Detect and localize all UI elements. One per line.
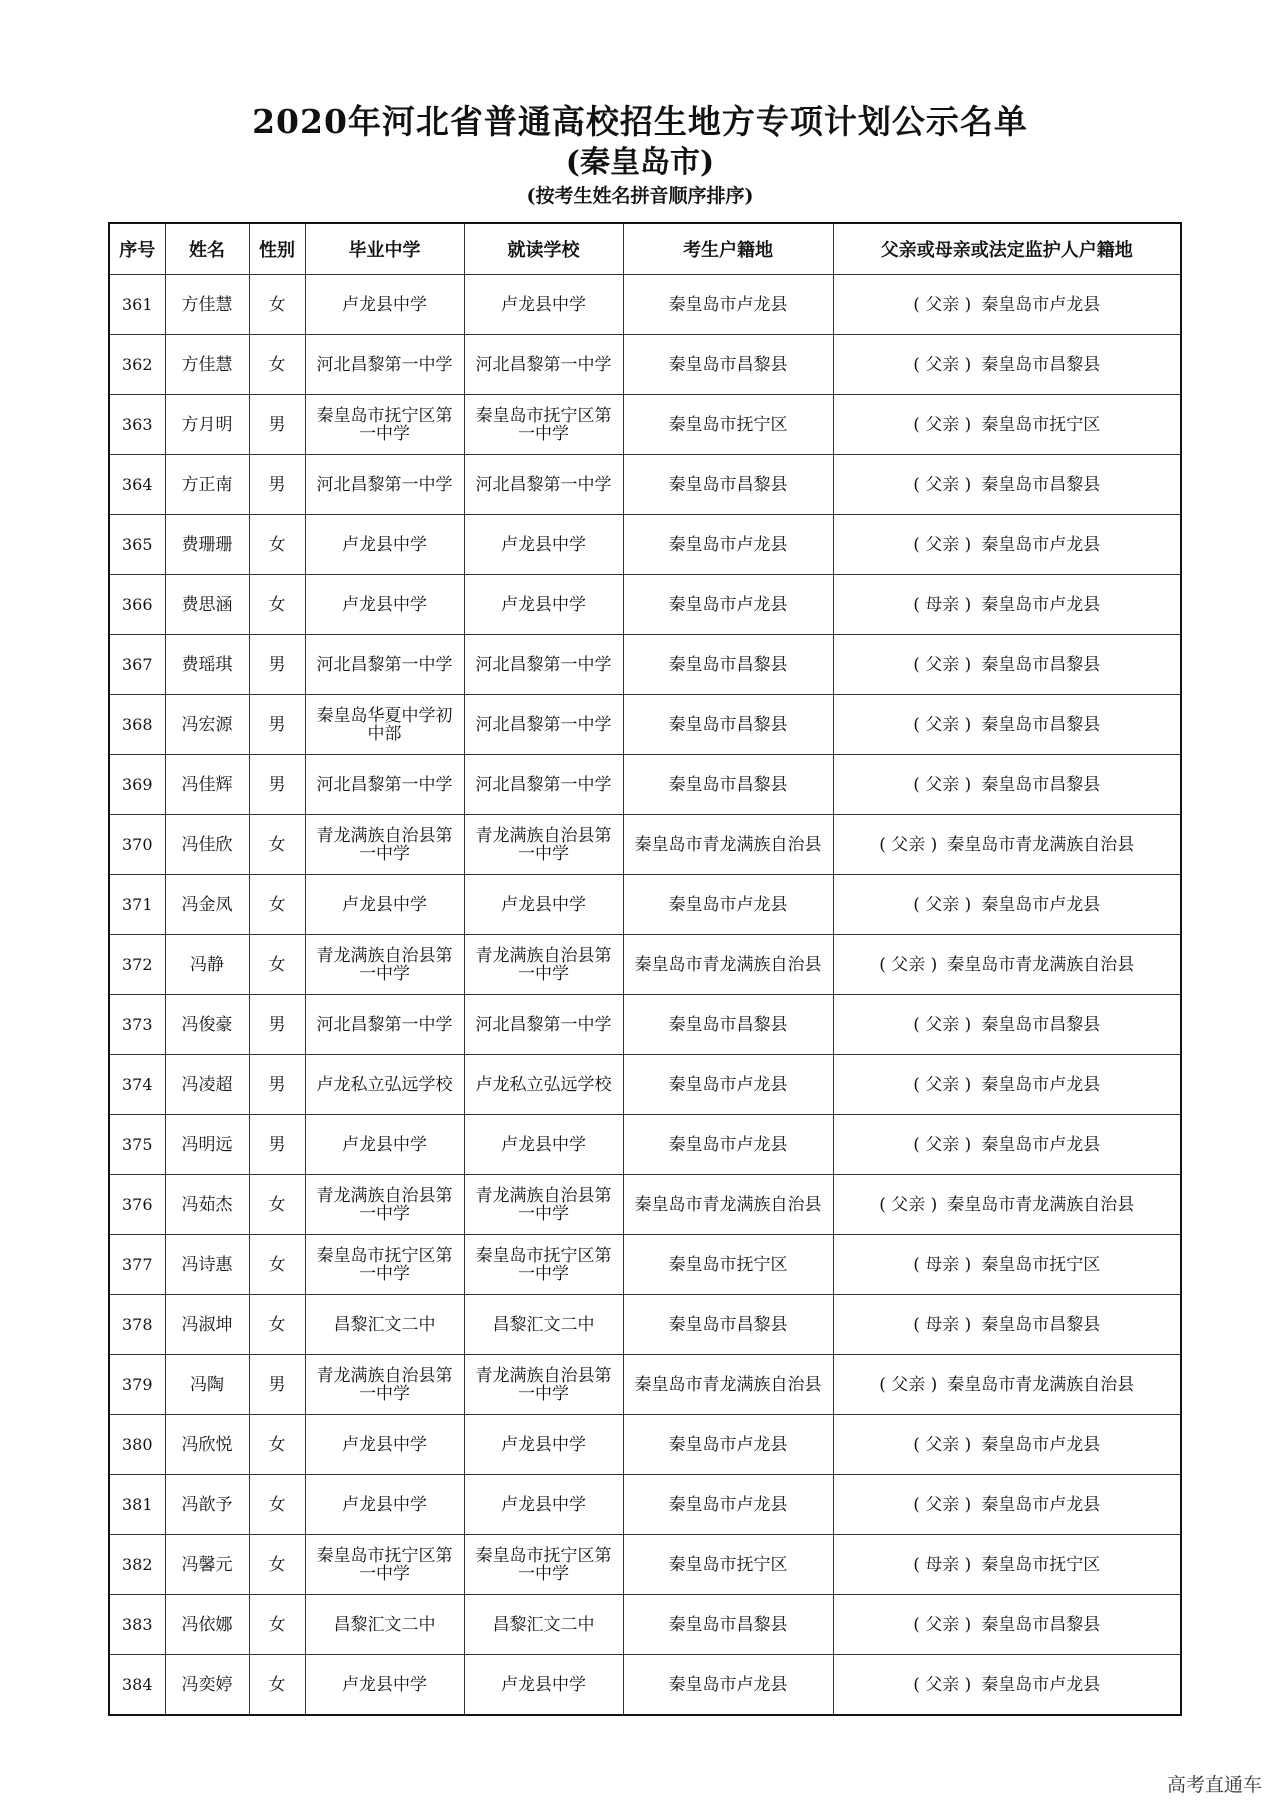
cell-no: 372 xyxy=(109,935,165,995)
cell-no: 365 xyxy=(109,515,165,575)
cell-household: 秦皇岛市卢龙县 xyxy=(623,1115,833,1175)
cell-name: 冯馨元 xyxy=(165,1535,249,1595)
guardian-place: 秦皇岛市青龙满族自治县 xyxy=(947,1374,1135,1395)
cell-household: 秦皇岛市昌黎县 xyxy=(623,995,833,1055)
cell-household: 秦皇岛市卢龙县 xyxy=(623,515,833,575)
cell-study-school: 青龙满族自治县第一中学 xyxy=(464,1175,623,1235)
cell-no: 368 xyxy=(109,695,165,755)
guardian-relation: ( 父亲 ) xyxy=(913,534,972,555)
cell-no: 381 xyxy=(109,1475,165,1535)
cell-name: 冯陶 xyxy=(165,1355,249,1415)
cell-gender: 女 xyxy=(249,515,305,575)
table-row xyxy=(109,455,1181,515)
cell-household: 秦皇岛市卢龙县 xyxy=(623,575,833,635)
guardian-place: 秦皇岛市青龙满族自治县 xyxy=(947,1194,1135,1215)
cell-grad-school: 卢龙县中学 xyxy=(305,275,464,335)
cell-study-school: 河北昌黎第一中学 xyxy=(464,755,623,815)
guardian-relation: ( 父亲 ) xyxy=(913,1674,972,1695)
guardian-relation: ( 父亲 ) xyxy=(913,1614,972,1635)
guardian-relation: ( 父亲 ) xyxy=(879,1374,938,1395)
guardian-place: 秦皇岛市昌黎县 xyxy=(981,714,1101,735)
cell-study-school: 青龙满族自治县第一中学 xyxy=(464,815,623,875)
cell-study-school: 秦皇岛市抚宁区第一中学 xyxy=(464,1535,623,1595)
cell-grad-school: 卢龙县中学 xyxy=(305,1415,464,1475)
table-row xyxy=(109,395,1181,455)
cell-study-school: 卢龙县中学 xyxy=(464,875,623,935)
cell-gender: 女 xyxy=(249,1235,305,1295)
cell-no: 376 xyxy=(109,1175,165,1235)
page-title: 2020年河北省普通高校招生地方专项计划公示名单 xyxy=(252,102,1028,141)
cell-guardian-household xyxy=(833,1295,1181,1355)
guardian-relation: ( 母亲 ) xyxy=(913,594,972,615)
cell-no: 366 xyxy=(109,575,165,635)
cell-study-school: 河北昌黎第一中学 xyxy=(464,455,623,515)
table-row xyxy=(109,995,1181,1055)
header-grad-school: 毕业中学 xyxy=(305,223,464,275)
guardian-place: 秦皇岛市昌黎县 xyxy=(981,1614,1101,1635)
cell-name: 冯金凤 xyxy=(165,875,249,935)
cell-study-school: 河北昌黎第一中学 xyxy=(464,635,623,695)
guardian-place: 秦皇岛市卢龙县 xyxy=(981,294,1101,315)
cell-name: 方佳慧 xyxy=(165,275,249,335)
cell-household: 秦皇岛市昌黎县 xyxy=(623,455,833,515)
cell-no: 383 xyxy=(109,1595,165,1655)
cell-guardian-household xyxy=(833,455,1181,515)
cell-guardian-household xyxy=(833,1655,1181,1716)
table-body xyxy=(109,275,1181,1716)
cell-household: 秦皇岛市卢龙县 xyxy=(623,1475,833,1535)
table-row xyxy=(109,515,1181,575)
cell-grad-school: 青龙满族自治县第一中学 xyxy=(305,935,464,995)
cell-guardian-household xyxy=(833,1175,1181,1235)
cell-gender: 女 xyxy=(249,815,305,875)
cell-household: 秦皇岛市卢龙县 xyxy=(623,1055,833,1115)
cell-guardian-household xyxy=(833,1055,1181,1115)
cell-name: 冯淑坤 xyxy=(165,1295,249,1355)
guardian-relation: ( 父亲 ) xyxy=(879,954,938,975)
cell-grad-school: 卢龙县中学 xyxy=(305,515,464,575)
cell-gender: 女 xyxy=(249,1595,305,1655)
cell-gender: 女 xyxy=(249,1295,305,1355)
header-guardian-household: 父亲或母亲或法定监护人户籍地 xyxy=(833,223,1181,275)
guardian-place: 秦皇岛市昌黎县 xyxy=(981,774,1101,795)
cell-study-school: 昌黎汇文二中 xyxy=(464,1295,623,1355)
cell-household: 秦皇岛市昌黎县 xyxy=(623,1295,833,1355)
cell-name: 冯歆予 xyxy=(165,1475,249,1535)
header-study-school: 就读学校 xyxy=(464,223,623,275)
table-row xyxy=(109,695,1181,755)
cell-gender: 男 xyxy=(249,395,305,455)
cell-gender: 女 xyxy=(249,1475,305,1535)
cell-name: 冯依娜 xyxy=(165,1595,249,1655)
guardian-place: 秦皇岛市卢龙县 xyxy=(981,594,1101,615)
cell-household: 秦皇岛市昌黎县 xyxy=(623,1595,833,1655)
cell-study-school: 青龙满族自治县第一中学 xyxy=(464,935,623,995)
cell-guardian-household xyxy=(833,635,1181,695)
guardian-relation: ( 母亲 ) xyxy=(913,1314,972,1335)
cell-study-school: 秦皇岛市抚宁区第一中学 xyxy=(464,395,623,455)
cell-grad-school: 卢龙县中学 xyxy=(305,1115,464,1175)
cell-grad-school: 青龙满族自治县第一中学 xyxy=(305,1175,464,1235)
cell-household: 秦皇岛市昌黎县 xyxy=(623,335,833,395)
header-household: 考生户籍地 xyxy=(623,223,833,275)
table-row xyxy=(109,1595,1181,1655)
cell-no: 367 xyxy=(109,635,165,695)
cell-study-school: 秦皇岛市抚宁区第一中学 xyxy=(464,1235,623,1295)
cell-name: 方佳慧 xyxy=(165,335,249,395)
guardian-place: 秦皇岛市卢龙县 xyxy=(981,894,1101,915)
cell-study-school: 卢龙县中学 xyxy=(464,515,623,575)
sort-note: (按考生姓名拼音顺序排序) xyxy=(526,185,754,207)
cell-household: 秦皇岛市昌黎县 xyxy=(623,635,833,695)
cell-household: 秦皇岛市卢龙县 xyxy=(623,1415,833,1475)
table-row xyxy=(109,755,1181,815)
cell-guardian-household xyxy=(833,1115,1181,1175)
cell-guardian-household xyxy=(833,515,1181,575)
guardian-relation: ( 父亲 ) xyxy=(913,414,972,435)
guardian-relation: ( 父亲 ) xyxy=(913,1434,972,1455)
cell-gender: 女 xyxy=(249,1415,305,1475)
guardian-place: 秦皇岛市青龙满族自治县 xyxy=(947,834,1135,855)
guardian-place: 秦皇岛市昌黎县 xyxy=(981,1314,1101,1335)
cell-no: 361 xyxy=(109,275,165,335)
cell-gender: 女 xyxy=(249,875,305,935)
cell-guardian-household xyxy=(833,335,1181,395)
guardian-relation: ( 父亲 ) xyxy=(913,1494,972,1515)
guardian-relation: ( 父亲 ) xyxy=(879,1194,938,1215)
cell-gender: 女 xyxy=(249,1535,305,1595)
table-row xyxy=(109,875,1181,935)
cell-grad-school: 卢龙县中学 xyxy=(305,1655,464,1716)
cell-study-school: 河北昌黎第一中学 xyxy=(464,335,623,395)
cell-gender: 男 xyxy=(249,695,305,755)
guardian-relation: ( 父亲 ) xyxy=(913,894,972,915)
cell-household: 秦皇岛市抚宁区 xyxy=(623,395,833,455)
table-row xyxy=(109,935,1181,995)
cell-guardian-household xyxy=(833,1595,1181,1655)
cell-name: 冯佳辉 xyxy=(165,755,249,815)
cell-guardian-household xyxy=(833,875,1181,935)
cell-name: 冯奕婷 xyxy=(165,1655,249,1716)
cell-household: 秦皇岛市青龙满族自治县 xyxy=(623,935,833,995)
cell-guardian-household xyxy=(833,755,1181,815)
cell-study-school: 卢龙县中学 xyxy=(464,1475,623,1535)
cell-no: 382 xyxy=(109,1535,165,1595)
cell-name: 方正南 xyxy=(165,455,249,515)
cell-no: 379 xyxy=(109,1355,165,1415)
cell-name: 冯宏源 xyxy=(165,695,249,755)
cell-household: 秦皇岛市青龙满族自治县 xyxy=(623,815,833,875)
header-name: 姓名 xyxy=(165,223,249,275)
guardian-place: 秦皇岛市卢龙县 xyxy=(981,1074,1101,1095)
cell-gender: 男 xyxy=(249,995,305,1055)
guardian-place: 秦皇岛市抚宁区 xyxy=(981,1254,1101,1275)
header-no: 序号 xyxy=(109,223,165,275)
cell-gender: 女 xyxy=(249,1655,305,1716)
cell-household: 秦皇岛市青龙满族自治县 xyxy=(623,1175,833,1235)
table-row xyxy=(109,815,1181,875)
cell-no: 364 xyxy=(109,455,165,515)
cell-guardian-household xyxy=(833,1475,1181,1535)
cell-household: 秦皇岛市青龙满族自治县 xyxy=(623,1355,833,1415)
table-row xyxy=(109,575,1181,635)
cell-no: 375 xyxy=(109,1115,165,1175)
table-row xyxy=(109,1055,1181,1115)
cell-no: 384 xyxy=(109,1655,165,1716)
cell-name: 方月明 xyxy=(165,395,249,455)
guardian-place: 秦皇岛市昌黎县 xyxy=(981,654,1101,675)
cell-no: 378 xyxy=(109,1295,165,1355)
guardian-place: 秦皇岛市昌黎县 xyxy=(981,354,1101,375)
cell-gender: 女 xyxy=(249,935,305,995)
cell-study-school: 卢龙县中学 xyxy=(464,1415,623,1475)
cell-guardian-household xyxy=(833,815,1181,875)
guardian-place: 秦皇岛市卢龙县 xyxy=(981,534,1101,555)
guardian-place: 秦皇岛市昌黎县 xyxy=(981,474,1101,495)
guardian-relation: ( 父亲 ) xyxy=(913,1014,972,1035)
cell-household: 秦皇岛市卢龙县 xyxy=(623,275,833,335)
cell-household: 秦皇岛市抚宁区 xyxy=(623,1535,833,1595)
cell-gender: 女 xyxy=(249,335,305,395)
cell-grad-school: 秦皇岛华夏中学初中部 xyxy=(305,695,464,755)
cell-study-school: 河北昌黎第一中学 xyxy=(464,995,623,1055)
cell-guardian-household xyxy=(833,695,1181,755)
cell-grad-school: 秦皇岛市抚宁区第一中学 xyxy=(305,1235,464,1295)
cell-study-school: 卢龙县中学 xyxy=(464,1115,623,1175)
cell-household: 秦皇岛市卢龙县 xyxy=(623,1655,833,1716)
guardian-place: 秦皇岛市卢龙县 xyxy=(981,1134,1101,1155)
cell-name: 费珊珊 xyxy=(165,515,249,575)
cell-name: 冯凌超 xyxy=(165,1055,249,1115)
table-row xyxy=(109,275,1181,335)
guardian-place: 秦皇岛市昌黎县 xyxy=(981,1014,1101,1035)
cell-name: 冯诗惠 xyxy=(165,1235,249,1295)
cell-study-school: 卢龙县中学 xyxy=(464,1655,623,1716)
cell-gender: 男 xyxy=(249,455,305,515)
table-row xyxy=(109,1655,1181,1716)
cell-no: 362 xyxy=(109,335,165,395)
watermark-text: 高考直通车 xyxy=(1166,1774,1262,1796)
cell-gender: 男 xyxy=(249,1115,305,1175)
cell-grad-school: 卢龙私立弘远学校 xyxy=(305,1055,464,1115)
cell-study-school: 卢龙县中学 xyxy=(464,275,623,335)
guardian-relation: ( 父亲 ) xyxy=(913,714,972,735)
cell-grad-school: 昌黎汇文二中 xyxy=(305,1295,464,1355)
cell-name: 冯明远 xyxy=(165,1115,249,1175)
guardian-relation: ( 父亲 ) xyxy=(913,774,972,795)
cell-grad-school: 青龙满族自治县第一中学 xyxy=(305,1355,464,1415)
cell-grad-school: 河北昌黎第一中学 xyxy=(305,995,464,1055)
table-row xyxy=(109,1355,1181,1415)
cell-guardian-household xyxy=(833,935,1181,995)
guardian-place: 秦皇岛市抚宁区 xyxy=(981,1554,1101,1575)
cell-no: 369 xyxy=(109,755,165,815)
table-row xyxy=(109,635,1181,695)
cell-grad-school: 河北昌黎第一中学 xyxy=(305,455,464,515)
table-row xyxy=(109,1175,1181,1235)
cell-name: 费思涵 xyxy=(165,575,249,635)
guardian-relation: ( 父亲 ) xyxy=(913,1134,972,1155)
guardian-place: 秦皇岛市卢龙县 xyxy=(981,1674,1101,1695)
cell-guardian-household xyxy=(833,575,1181,635)
cell-guardian-household xyxy=(833,1355,1181,1415)
cell-name: 冯佳欣 xyxy=(165,815,249,875)
cell-grad-school: 河北昌黎第一中学 xyxy=(305,635,464,695)
guardian-place: 秦皇岛市抚宁区 xyxy=(981,414,1101,435)
guardian-relation: ( 母亲 ) xyxy=(913,1254,972,1275)
table-row xyxy=(109,1295,1181,1355)
cell-grad-school: 河北昌黎第一中学 xyxy=(305,755,464,815)
cell-name: 冯茹杰 xyxy=(165,1175,249,1235)
cell-grad-school: 河北昌黎第一中学 xyxy=(305,335,464,395)
cell-name: 冯静 xyxy=(165,935,249,995)
guardian-relation: ( 父亲 ) xyxy=(913,294,972,315)
cell-gender: 女 xyxy=(249,1175,305,1235)
candidate-table xyxy=(108,222,1182,1716)
header-gender: 性别 xyxy=(249,223,305,275)
guardian-relation: ( 父亲 ) xyxy=(913,354,972,375)
cell-gender: 男 xyxy=(249,635,305,695)
table-row xyxy=(109,1535,1181,1595)
cell-no: 380 xyxy=(109,1415,165,1475)
guardian-relation: ( 父亲 ) xyxy=(913,474,972,495)
table-row xyxy=(109,1475,1181,1535)
cell-household: 秦皇岛市卢龙县 xyxy=(623,875,833,935)
cell-household: 秦皇岛市昌黎县 xyxy=(623,695,833,755)
cell-study-school: 昌黎汇文二中 xyxy=(464,1595,623,1655)
cell-grad-school: 卢龙县中学 xyxy=(305,875,464,935)
cell-no: 373 xyxy=(109,995,165,1055)
cell-gender: 男 xyxy=(249,1055,305,1115)
cell-no: 371 xyxy=(109,875,165,935)
cell-study-school: 河北昌黎第一中学 xyxy=(464,695,623,755)
cell-no: 370 xyxy=(109,815,165,875)
cell-no: 377 xyxy=(109,1235,165,1295)
guardian-relation: ( 父亲 ) xyxy=(913,1074,972,1095)
cell-gender: 男 xyxy=(249,755,305,815)
cell-grad-school: 青龙满族自治县第一中学 xyxy=(305,815,464,875)
cell-gender: 女 xyxy=(249,275,305,335)
cell-name: 费瑶琪 xyxy=(165,635,249,695)
cell-grad-school: 卢龙县中学 xyxy=(305,1475,464,1535)
table-row xyxy=(109,1235,1181,1295)
cell-grad-school: 秦皇岛市抚宁区第一中学 xyxy=(305,1535,464,1595)
cell-guardian-household xyxy=(833,1535,1181,1595)
cell-gender: 女 xyxy=(249,575,305,635)
cell-name: 冯欣悦 xyxy=(165,1415,249,1475)
table-row xyxy=(109,1415,1181,1475)
cell-household: 秦皇岛市抚宁区 xyxy=(623,1235,833,1295)
cell-guardian-household xyxy=(833,275,1181,335)
cell-no: 363 xyxy=(109,395,165,455)
guardian-place: 秦皇岛市卢龙县 xyxy=(981,1494,1101,1515)
cell-grad-school: 秦皇岛市抚宁区第一中学 xyxy=(305,395,464,455)
cell-guardian-household xyxy=(833,395,1181,455)
guardian-relation: ( 父亲 ) xyxy=(879,834,938,855)
cell-household: 秦皇岛市昌黎县 xyxy=(623,755,833,815)
guardian-relation: ( 父亲 ) xyxy=(913,654,972,675)
page-subtitle: (秦皇岛市) xyxy=(565,145,715,180)
guardian-place: 秦皇岛市卢龙县 xyxy=(981,1434,1101,1455)
table-row xyxy=(109,335,1181,395)
cell-study-school: 青龙满族自治县第一中学 xyxy=(464,1355,623,1415)
cell-guardian-household xyxy=(833,1235,1181,1295)
cell-grad-school: 昌黎汇文二中 xyxy=(305,1595,464,1655)
table-header-row xyxy=(109,223,1181,275)
cell-grad-school: 卢龙县中学 xyxy=(305,575,464,635)
cell-study-school: 卢龙私立弘远学校 xyxy=(464,1055,623,1115)
cell-no: 374 xyxy=(109,1055,165,1115)
table-row xyxy=(109,1115,1181,1175)
cell-gender: 男 xyxy=(249,1355,305,1415)
cell-name: 冯俊豪 xyxy=(165,995,249,1055)
cell-guardian-household xyxy=(833,995,1181,1055)
guardian-relation: ( 母亲 ) xyxy=(913,1554,972,1575)
cell-study-school: 卢龙县中学 xyxy=(464,575,623,635)
cell-guardian-household xyxy=(833,1415,1181,1475)
guardian-place: 秦皇岛市青龙满族自治县 xyxy=(947,954,1135,975)
